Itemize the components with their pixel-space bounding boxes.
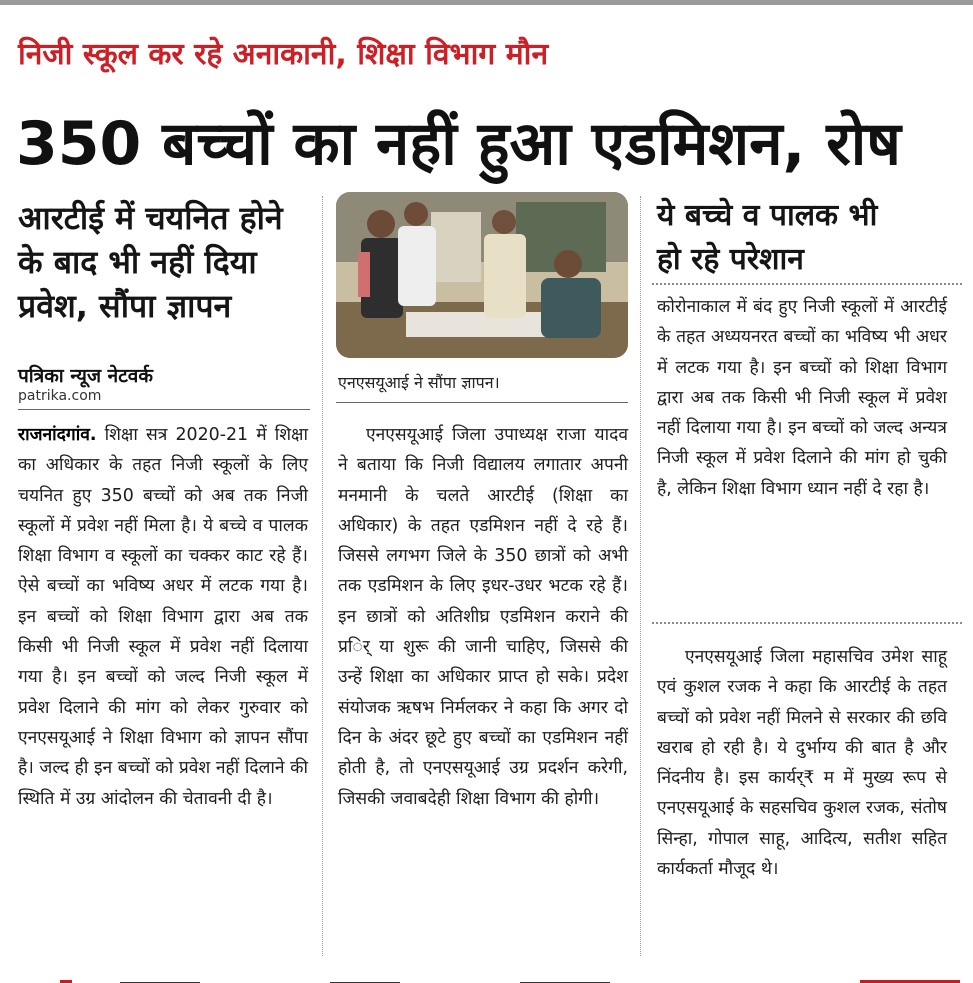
photo-caption: एनएसयूआई ने सौंपा ज्ञापन। (338, 373, 500, 392)
right-subheadline (657, 194, 957, 282)
kicker-headline: निजी स्कूल कर रहे अनाकानी, शिक्षा विभाग मौन (18, 37, 549, 72)
right-subhead-line: ये बच्चे व पालक भी (657, 198, 878, 233)
caption-rule (336, 402, 628, 403)
top-border (0, 0, 973, 5)
left-subheadline (18, 196, 318, 328)
dateline: राजनांदगांव. (18, 425, 97, 445)
news-photo (336, 192, 628, 358)
right-section-rule (652, 622, 962, 624)
left-subhead-line: प्रवेश, सौंपा ज्ञापन (18, 287, 232, 325)
main-headline: 350 बच्चों का नहीं हुआ एडमिशन, रोष (16, 109, 901, 179)
middle-column-body: एनएसयूआई जिला उपाध्यक्ष राजा यादव ने बताया कि निजी विद्यालय लगातार अपनी मनमानी के चलते आरटीई (शिक्षा का अधिकार) के तहत एडमिशन नहीं दे रहे हैं। जिससे लगभग जिले के 350 छात्रों को अभी तक एडमिशन के लिए इधर-उधर भटक रहे हैं। इन छात्रों को अतिशीघ्र एडमिशन कराने की प्रर्ि या शुरू की जानी चाहिए, जिससे की उन्हें शिक्षा का अधिकार प्राप्त हो सके। प्रदेश संयोजक ऋषभ निर्मलकर ने कहा कि अगर दो दिन के अंदर छूटे हुए बच्चों का एडमिशन नहीं होती है, तो एनएसयूआई उग्र प्रदर्शन करेगी, जिसकी जवाबदेही शिक्षा विभाग की होगी। (338, 425, 628, 809)
bottom-cut-strip (0, 972, 973, 983)
photo-illustration (336, 192, 628, 358)
right-column-body-1: कोरोनाकाल में बंद हुए निजी स्कूलों में आरटीई के तहत अध्ययनरत बच्चों का भविष्य भी अधर में लटक गया है। इन बच्चों को शिक्षा विभाग द्वारा अब तक किसी भी निजी स्कूल में प्रवेश नहीं दिलाया गया है। इन बच्चों को जल्द अन्यत्र निजी स्कूल में प्रवेश दिलाने की मांग हो चुकी है, लेकिन शिक्षा विभाग ध्यान नहीं दे रहा है। (657, 297, 947, 499)
byline: पत्रिका न्यूज नेटवर्क (18, 365, 153, 387)
site-credit: patrika.com (18, 388, 102, 404)
left-column-body (18, 420, 308, 814)
right-dotted-rule (652, 283, 962, 285)
bottom-strip-art (0, 976, 973, 983)
left-subhead-line: आरटीई में चयनित होने (18, 199, 283, 237)
column-divider (640, 196, 641, 956)
byline-rule (18, 409, 310, 410)
left-body-text: शिक्षा सत्र 2020-21 में शिक्षा का अधिकार के तहत निजी स्कूलों के लिए चयनित हुए 350 बच्चों को अब तक निजी स्कूलों में प्रवेश नहीं मिला है। ये बच्चे व पालक शिक्षा विभाग व स्कूलों का चक्कर काट रहे हैं। ऐसे बच्चों का भविष्य अधर में लटक गया है। इन बच्चों को शिक्षा विभाग द्वारा अब तक किसी भी निजी स्कूल में प्रवेश नहीं दिलाया गया है। इन बच्चों को जल्द निजी स्कूल में प्रवेश दिलाने की मांग को लेकर गुरुवार को एनएसयूआई ने शिक्षा विभाग को ज्ञापन सौंपा है। जल्द ही इन बच्चों को प्रवेश नहीं दिलाने की स्थिति में उग्र आंदोलन की चेतावनी दी है। (18, 425, 309, 809)
left-subhead-line: के बाद भी नहीं दिया (18, 243, 257, 281)
right-subhead-line: हो रहे परेशान (657, 242, 804, 277)
column-divider (322, 196, 323, 956)
right-column-body-2: एनएसयूआई जिला महासचिव उमेश साहू एवं कुशल रजक ने कहा कि आरटीई के तहत बच्चों को प्रवेश नहीं मिलने से सरकार की छवि खराब हो रही है। ये दुर्भाग्य की बात है और निंदनीय है। इस कार्यर्₹ म में मुख्य रूप से एनएसयूआई के सहसचिव कुशल रजक, संतोष सिन्हा, गोपाल साहू, आदित्य, सतीश सहित कार्यकर्ता मौजूद थे। (657, 647, 947, 880)
